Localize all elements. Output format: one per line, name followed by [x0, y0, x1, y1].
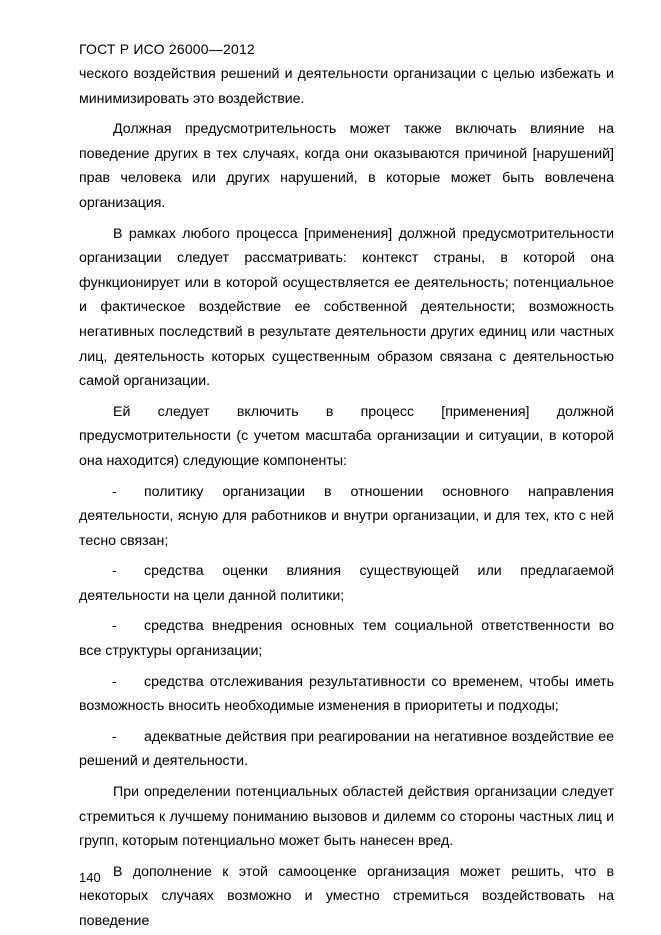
list-item	[79, 725, 614, 774]
list-item-text: средства оценки влияния существующей или предлагаемой деятельности на цели данной политики;	[79, 563, 614, 604]
list-item-text: адекватные действия при реагировании на негативное воздействие ее решений и деятельности.	[79, 728, 614, 770]
list-marker: -	[112, 563, 117, 580]
list-item-text: средства отслеживания результативности со временем, чтобы иметь возможность вносить необходимые изменения в приоритеты и подходы;	[79, 673, 614, 715]
list-item	[79, 480, 614, 554]
paragraph: В дополнение к этой самооценке организация может решить, что в некоторых случаях возможно и уместно стремиться воздействовать на поведение	[79, 863, 614, 929]
page-body	[79, 62, 614, 934]
list-marker: -	[112, 483, 117, 500]
list-item-text: средства внедрения основных тем социальной ответственности во все структуры организации;	[79, 618, 614, 660]
paragraph: Ей следует включить в процесс [применения] должной предусмотрительности (с учетом масштаба организации и ситуации, в которой она находится) следующие компоненты:	[79, 403, 614, 469]
list-item-text: политику организации в отношении основного направления деятельности, ясную для работников и внутри организации, и для тех, кто с ней тесно связан;	[79, 483, 614, 549]
paragraph: Должная предусмотрительность может также включать влияние на поведение других в тех случаях, когда они оказываются причиной [нарушений] прав человека или других нарушений, в которые может быть вовлечена организация.	[79, 121, 614, 211]
list-marker: -	[112, 673, 117, 690]
document-header: ГОСТ Р ИСО 26000—2012	[79, 41, 255, 57]
list-item	[79, 614, 614, 663]
paragraph-continuation: ческого воздействия решений и деятельности организации с целью избежать и минимизировать это воздействие.	[79, 66, 614, 107]
list-marker: -	[112, 728, 117, 745]
list-item	[79, 559, 614, 608]
paragraph: В рамках любого процесса [применения] должной предусмотрительности организации следует рассматривать: контекст страны, в которой она функционирует или в которой осуществляется ее деятельность; потенциальное и фактическое воздействие ее собственной деятельности; возможность негативных последствий в результате деятельности других единиц или частных лиц, деятельность которых существенным образом связана с деятельностью самой организации.	[79, 225, 614, 390]
paragraph: При определении потенциальных областей действия организации следует стремиться к лучшему пониманию вызовов и дилемм со стороны частных лиц и групп, которым потенциально может быть нанесен вред.	[79, 784, 614, 850]
list-item	[79, 670, 614, 719]
list-marker: -	[112, 618, 117, 635]
page-number: 140	[79, 870, 101, 885]
